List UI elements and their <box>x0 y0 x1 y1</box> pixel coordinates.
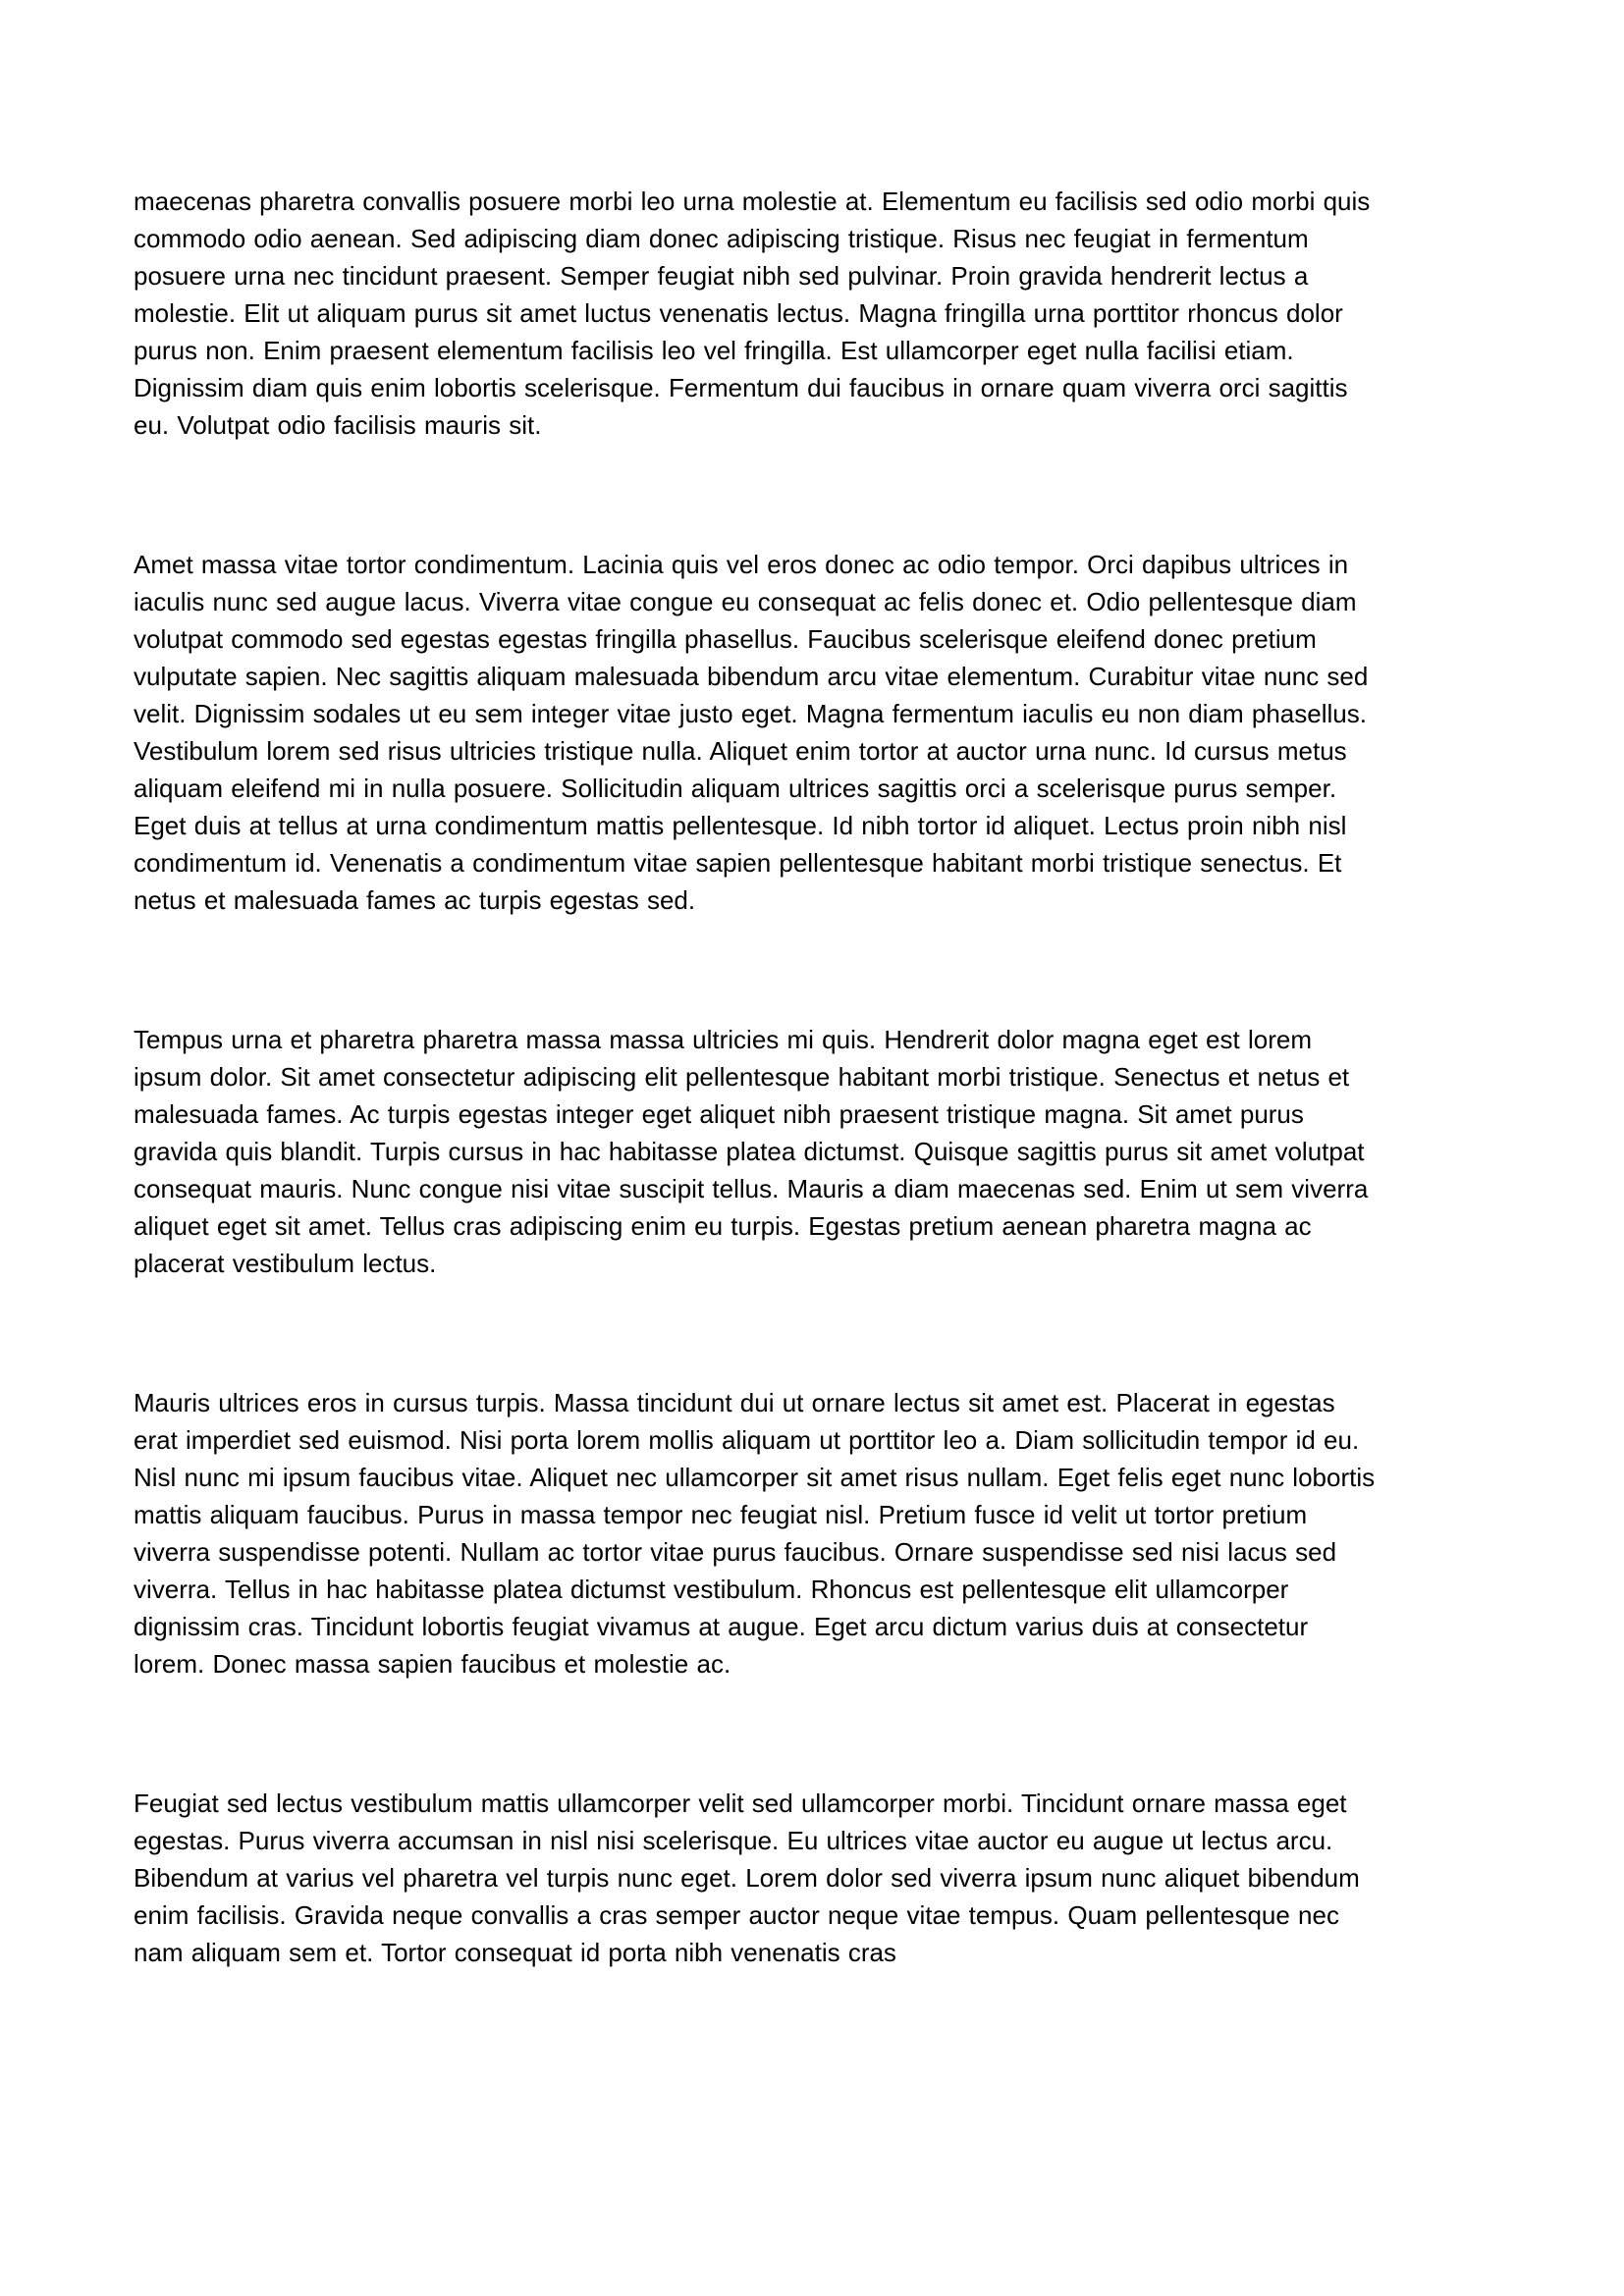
paragraph: Mauris ultrices eros in cursus turpis. Massa tincidunt dui ut ornare lectus sit amet est. Placerat in egestas erat imperdiet sed euismod. Nisi porta lorem mollis aliquam ut porttitor leo a. Diam sollicitudin tempor id eu. Nisl nunc mi ipsum faucibus vitae. Aliquet nec ullamcorper sit amet risus nullam. Eget felis eget nunc lobortis mattis aliquam faucibus. Purus in massa tempor nec feugiat nisl. Pretium fusce id velit ut tortor pretium viverra suspendisse potenti. Nullam ac tortor vitae purus faucibus. Ornare suspendisse sed nisi lacus sed viverra. Tellus in hac habitasse platea dictumst vestibulum. Rhoncus est pellentesque elit ullamcorper dignissim cras. Tincidunt lobortis feugiat vivamus at augue. Eget arcu dictum varius duis at consectetur lorem. Donec massa sapien faucibus et molestie ac. <box>134 1388 1376 1679</box>
paragraph: Feugiat sed lectus vestibulum mattis ullamcorper velit sed ullamcorper morbi. Tincidunt ornare massa eget egestas. Purus viverra accumsan in nisl nisi scelerisque. Eu ultrices vitae auctor eu augue ut lectus arcu. Bibendum at varius vel pharetra vel turpis nunc eget. Lorem dolor sed viverra ipsum nunc aliquet bibendum enim facilisis. Gravida neque convallis a cras semper auctor neque vitae tempus. Quam pellentesque nec nam aliquam sem et. Tortor consequat id porta nibh venenatis cras <box>134 1789 1360 1967</box>
paragraph: maecenas pharetra convallis posuere morbi leo urna molestie at. Elementum eu facilisis sed odio morbi quis commodo odio aenean. Sed adipiscing diam donec adipiscing tristique. Risus nec feugiat in fermentum posuere urna nec tincidunt praesent. Semper feugiat nibh sed pulvinar. Proin gravida hendrerit lectus a molestie. Elit ut aliquam purus sit amet luctus venenatis lectus. Magna fringilla urna porttitor rhoncus dolor purus non. Enim praesent elementum facilisis leo vel fringilla. Est ullamcorper eget nulla facilisi etiam. Dignissim diam quis enim lobortis scelerisque. Fermentum dui faucibus in ornare quam viverra orci sagittis eu. Volutpat odio facilisis mauris sit. <box>134 187 1371 440</box>
text-content <box>134 183 1384 1971</box>
paragraph: Tempus urna et pharetra pharetra massa massa ultricies mi quis. Hendrerit dolor magna eget est lorem ipsum dolor. Sit amet consectetur adipiscing elit pellentesque habitant morbi tristique. Senectus et netus et malesuada fames. Ac turpis egestas integer eget aliquet nibh praesent tristique magna. Sit amet purus gravida quis blandit. Turpis cursus in hac habitasse platea dictumst. Quisque sagittis purus sit amet volutpat consequat mauris. Nunc congue nisi vitae suscipit tellus. Mauris a diam maecenas sed. Enim ut sem viverra aliquet eget sit amet. Tellus cras adipiscing enim eu turpis. Egestas pretium aenean pharetra magna ac placerat vestibulum lectus. <box>134 1025 1369 1278</box>
paragraph: Amet massa vitae tortor condimentum. Lacinia quis vel eros donec ac odio tempor. Orci dapibus ultrices in iaculis nunc sed augue lacus. Viverra vitae congue eu consequat ac felis donec et. Odio pellentesque diam volutpat commodo sed egestas egestas fringilla phasellus. Faucibus scelerisque eleifend donec pretium vulputate sapien. Nec sagittis aliquam malesuada bibendum arcu vitae elementum. Curabitur vitae nunc sed velit. Dignissim sodales ut eu sem integer vitae justo eget. Magna fermentum iaculis eu non diam phasellus. Vestibulum lorem sed risus ultricies tristique nulla. Aliquet enim tortor at auctor urna nunc. Id cursus metus aliquam eleifend mi in nulla posuere. Sollicitudin aliquam ultrices sagittis orci a scelerisque purus semper. Eget duis at tellus at urna condimentum mattis pellentesque. Id nibh tortor id aliquet. Lectus proin nibh nisl condimentum id. Venenatis a condimentum vitae sapien pellentesque habitant morbi tristique senectus. Et netus et malesuada fames ac turpis egestas sed. <box>134 550 1369 915</box>
